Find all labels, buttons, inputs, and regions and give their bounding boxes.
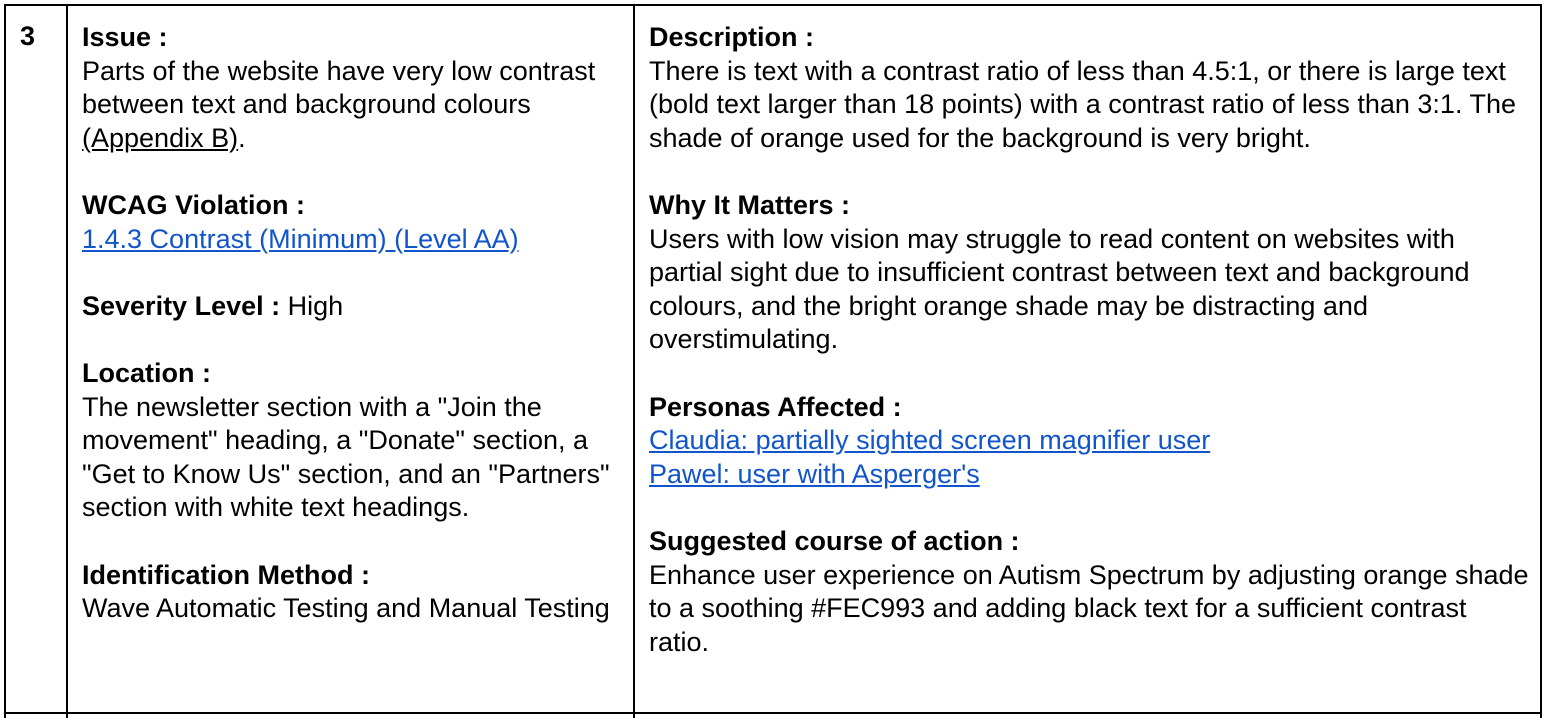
wcag-link[interactable]: 1.4.3 Contrast (Minimum) (Level AA) bbox=[82, 223, 519, 254]
issue-label: Issue : bbox=[82, 22, 168, 52]
personas-label: Personas Affected : bbox=[649, 391, 902, 422]
appendix-b-link[interactable]: (Appendix B) bbox=[82, 122, 239, 153]
persona-link-claudia[interactable]: Claudia: partially sighted screen magnifier user bbox=[649, 425, 1211, 456]
issue-text: Parts of the website have very low contrast between text and background colours bbox=[82, 55, 596, 120]
location-text: The newsletter section with a "Join the movement" heading, a "Donate" section, a "Get to Know Us" section, and an "Partners" section with white text headings. bbox=[82, 391, 610, 523]
table-divider-2 bbox=[633, 4, 635, 718]
table-right-border bbox=[1540, 4, 1542, 718]
location-label: Location : bbox=[82, 357, 211, 388]
wcag-block bbox=[82, 189, 622, 256]
severity-value: High bbox=[287, 290, 344, 321]
description-label: Description : bbox=[649, 22, 815, 52]
description-cell bbox=[649, 21, 1534, 659]
table-divider-1 bbox=[66, 4, 68, 718]
severity-block bbox=[82, 290, 622, 324]
issue-text-end: . bbox=[238, 122, 246, 153]
table-left-border bbox=[4, 4, 6, 718]
issue-block bbox=[82, 21, 622, 155]
description-text: There is text with a contrast ratio of less than 4.5:1, or there is large text (bold text larger than 18 points) with a contrast ratio of less than 3:1. The shade of orange used for the background is very bright. bbox=[649, 55, 1516, 153]
wcag-label: WCAG Violation : bbox=[82, 189, 305, 220]
action-block bbox=[649, 525, 1534, 659]
location-block bbox=[82, 357, 622, 525]
table-top-border bbox=[4, 4, 1542, 6]
identification-text: Wave Automatic Testing and Manual Testing bbox=[82, 593, 610, 624]
identification-block bbox=[82, 559, 622, 626]
issue-details-cell bbox=[82, 21, 622, 626]
severity-label: Severity Level : bbox=[82, 290, 281, 321]
persona-link-pawel[interactable]: Pawel: user with Asperger's bbox=[649, 458, 980, 489]
description-block bbox=[649, 21, 1534, 155]
personas-block bbox=[649, 391, 1534, 492]
why-block bbox=[649, 189, 1534, 357]
row-number: 3 bbox=[20, 21, 36, 51]
action-text: Enhance user experience on Autism Spectrum by adjusting orange shade to a soothing #FEC993 and adding black text for a sufficient contrast ratio. bbox=[649, 559, 1529, 657]
identification-label: Identification Method : bbox=[82, 559, 370, 590]
action-label: Suggested course of action : bbox=[649, 525, 1020, 556]
table-row-bottom-border bbox=[4, 712, 1542, 714]
why-text: Users with low vision may struggle to read content on websites with partial sight due to insufficient contrast between text and background colours, and the bright orange shade may be distracting and overstimulating. bbox=[649, 223, 1470, 355]
why-label: Why It Matters : bbox=[649, 189, 851, 220]
